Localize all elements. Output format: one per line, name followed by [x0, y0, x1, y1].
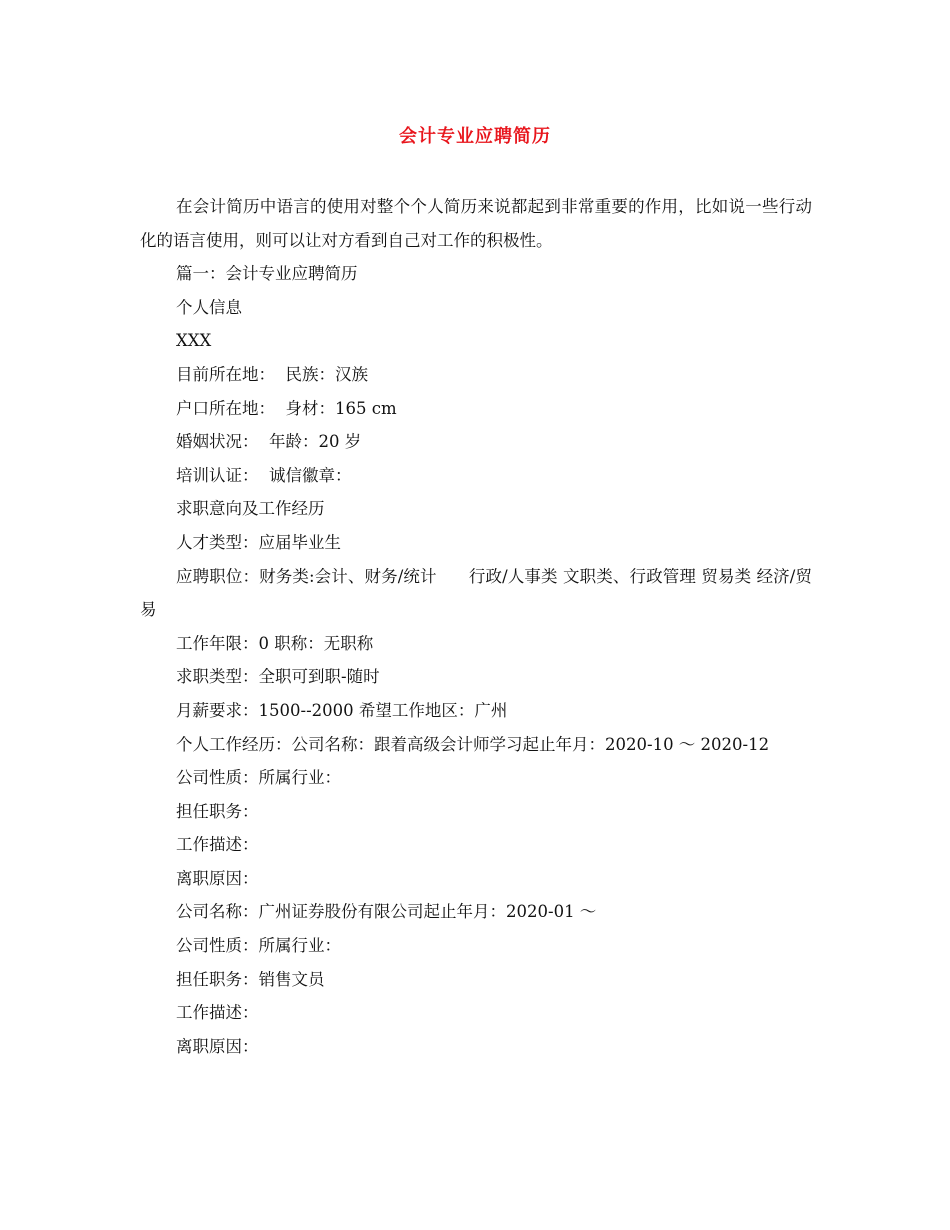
work-years-line: 工作年限：0 职称：无职称 — [176, 633, 374, 653]
hukou-height-line: 户口所在地： 身材：165 cm — [176, 398, 397, 418]
personal-info-heading: 个人信息 — [176, 297, 242, 317]
marital-age-line: 婚姻状况： 年龄：20 岁 — [176, 432, 362, 452]
document-title: 会计专业应聘简历 — [399, 126, 551, 147]
intro-paragraph: 在会计简历中语言的使用对整个个人简历来说都起到非常重要的作用，比如说一些行动化的语言使用，则可以让对方看到自己对工作的积极性。 — [140, 197, 812, 250]
job-description-line-2: 工作描述： — [176, 1003, 259, 1023]
certification-line: 培训认证： 诚信徽章： — [176, 465, 352, 485]
company-name-line-2: 公司名称：广州证券股份有限公司起止年月：2020-01 ～ — [176, 902, 597, 922]
leaving-reason-line-2: 离职原因： — [176, 1036, 259, 1056]
work-experience-line: 个人工作经历：公司名称：跟着高级会计师学习起止年月：2020-10 ～ 2020-12 — [176, 734, 770, 754]
company-nature-line-1: 公司性质：所属行业： — [176, 768, 341, 788]
salary-line: 月薪要求：1500--2000 希望工作地区：广州 — [176, 700, 508, 720]
location-ethnicity-line: 目前所在地： 民族：汉族 — [176, 364, 368, 384]
position-held-line-2: 担任职务：销售文员 — [176, 969, 325, 989]
name-line: XXX — [176, 331, 212, 351]
job-intention-heading: 求职意向及工作经历 — [176, 499, 325, 519]
job-type-line: 求职类型：全职可到职-随时 — [176, 667, 380, 687]
desired-position-line: 应聘职位：财务类:会计、财务/统计 行政/人事类 文职类、行政管理 贸易类 经济/贸易 — [140, 566, 812, 620]
company-nature-line-2: 公司性质：所属行业： — [176, 936, 341, 956]
section-heading-part-one: 篇一：会计专业应聘简历 — [176, 264, 358, 284]
job-description-line-1: 工作描述： — [176, 835, 259, 855]
talent-type-line: 人才类型：应届毕业生 — [176, 532, 341, 552]
leaving-reason-line-1: 离职原因： — [176, 868, 259, 888]
document-body — [140, 190, 812, 1063]
position-held-line-1: 担任职务： — [176, 801, 259, 821]
